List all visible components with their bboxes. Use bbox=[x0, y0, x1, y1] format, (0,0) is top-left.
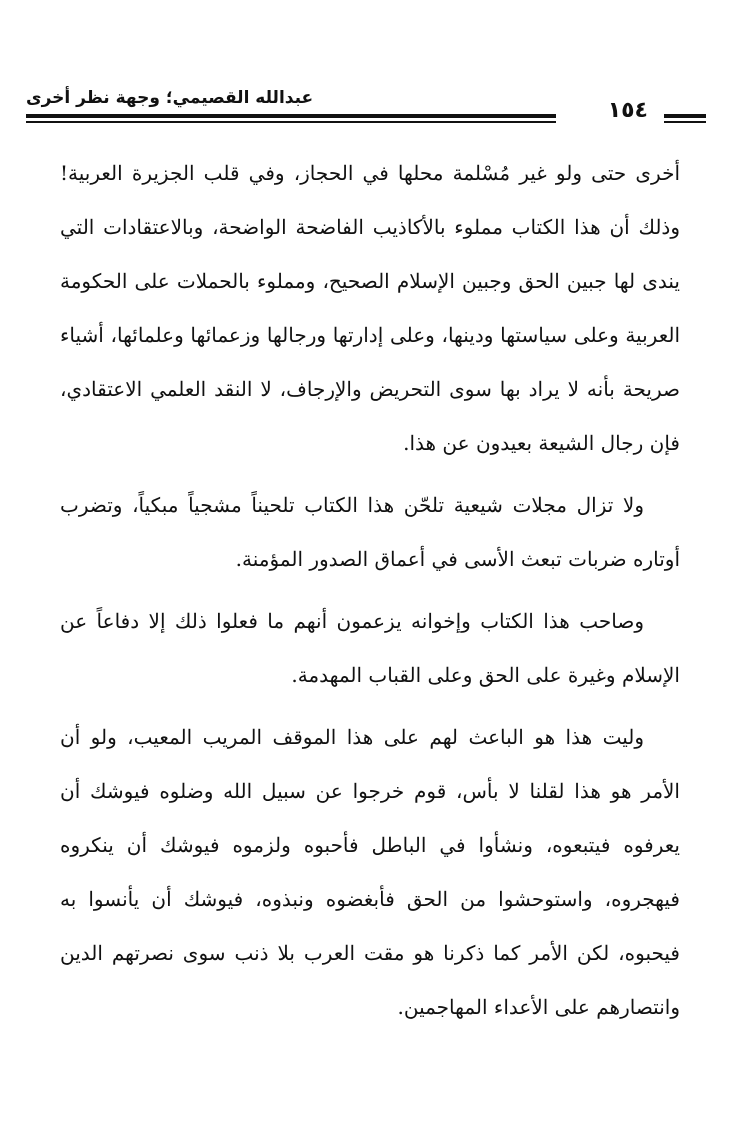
header-title: عبدالله القصيمي؛ وجهة نظر أخرى bbox=[26, 88, 314, 108]
page-number-rule-thick bbox=[664, 114, 706, 118]
header-rule-thick bbox=[26, 114, 556, 118]
header-rule-thin bbox=[26, 121, 556, 123]
paragraph-3: وصاحب هذا الكتاب وإخوانه يزعمون أنهم ما فعلوا ذلك إلا دفاعاً عن الإسلام وغيرة على الحق وعلى القباب المهدمة. bbox=[60, 609, 680, 687]
page-number-rule-thin bbox=[664, 121, 706, 123]
paragraph-1: أخرى حتى ولو غير مُسْلمة محلها في الحجاز، وفي قلب الجزيرة العربية! وذلك أن هذا الكتاب مملوء بالأكاذيب الفاضحة الواضحة، وبالاعتقادات التي يندى لها جبين الحق وجبين الإسلام الصحيح، ومملوء بالحملات على الحكومة العربية وعلى سياستها ودينها، وعلى إدارتها ورجالها وزعمائها وعلمائها، أشياء صريحة بأنه لا يراد بها سوى التحريض والإرجاف، لا النقد العلمي الاعتقادي، فإن رجال الشيعة بعيدون عن هذا. bbox=[60, 161, 680, 455]
page-number: ١٥٤ bbox=[607, 98, 648, 123]
body-text bbox=[60, 146, 680, 1042]
paragraph-2: ولا تزال مجلات شيعية تلحّن هذا الكتاب تلحيناً مشجياً مبكياً، وتضرب أوتاره ضربات تبعث الأسى في أعماق الصدور المؤمنة. bbox=[60, 493, 680, 571]
paragraph-4: وليت هذا هو الباعث لهم على هذا الموقف المريب المعيب، ولو أن الأمر هو هذا لقلنا لا بأس، قوم خرجوا عن سبيل الله وضلوه فيوشك أن يعرفوه فيتبعوه، ونشأوا في الباطل فأحبوه ولزموه فيوشك أن ينكروه فيهجروه، واستوحشوا من الحق فأبغضوه ونبذوه، فيوشك أن يأنسوا به فيحبوه، لكن الأمر كما ذكرنا هو مقت العرب بلا ذنب سوى نصرتهم الدين وانتصارهم على الأعداء المهاجمين. bbox=[60, 725, 680, 1019]
running-header bbox=[26, 88, 706, 128]
